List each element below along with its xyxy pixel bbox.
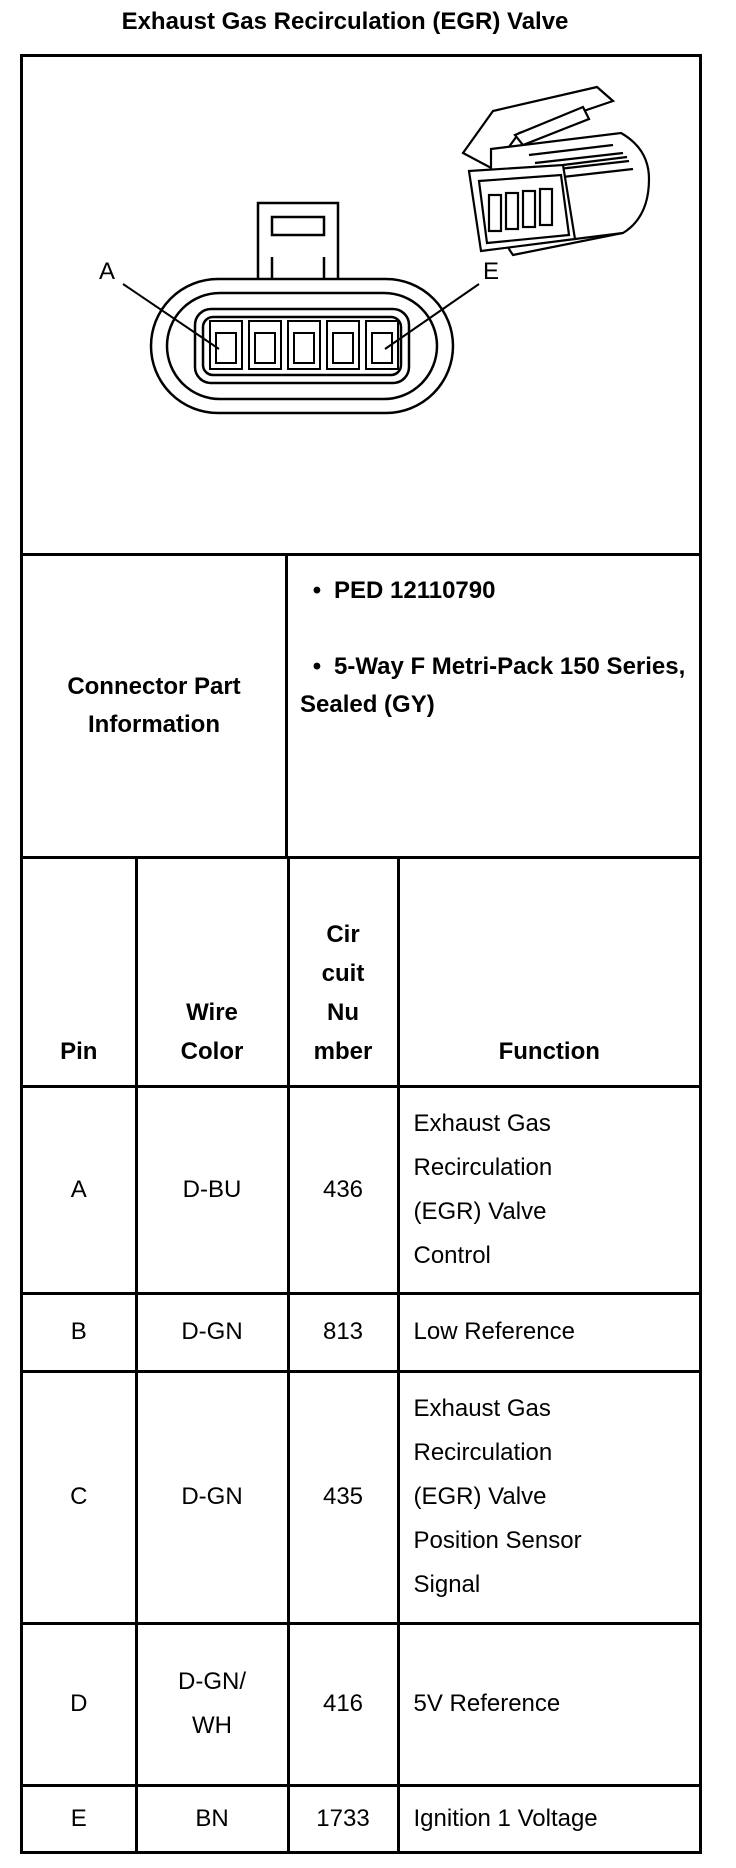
cell-wire-color: D-GN	[136, 1371, 288, 1623]
cell-function: Low Reference	[398, 1293, 699, 1371]
cell-pin: C	[23, 1371, 136, 1623]
part-description: 5-Way F Metri-Pack 150 Series, Sealed (GY)	[300, 653, 686, 718]
header-pin: Pin	[23, 859, 136, 1086]
cell-pin: A	[23, 1086, 136, 1293]
cell-function: Exhaust Gas Recirculation (EGR) Valve Control	[398, 1086, 699, 1293]
connector-part-info-list	[288, 556, 699, 856]
connector-part-info-row	[23, 556, 699, 859]
cell-circuit: 436	[288, 1086, 398, 1293]
cell-circuit: 416	[288, 1623, 398, 1785]
table-row	[23, 1086, 699, 1293]
connector-isometric-view	[463, 87, 649, 255]
table-row	[23, 1623, 699, 1785]
page-title: Exhaust Gas Recirculation (EGR) Valve	[121, 8, 569, 35]
bullet-icon: •	[312, 653, 322, 680]
cell-pin: D	[23, 1623, 136, 1785]
cell-circuit: 813	[288, 1293, 398, 1371]
cell-function: Exhaust Gas Recirculation (EGR) Valve Position Sensor Signal	[398, 1371, 699, 1623]
cell-pin: E	[23, 1785, 136, 1851]
cell-wire-color: D-GN	[136, 1293, 288, 1371]
bullet-icon: •	[312, 577, 322, 604]
part-info-item	[300, 572, 687, 610]
pin-e-label: E	[483, 258, 500, 285]
connector-diagram-cell	[23, 57, 699, 556]
cell-circuit: 435	[288, 1371, 398, 1623]
connector-part-info-label: Connector Part Information	[23, 556, 288, 856]
pin-a-label: A	[99, 258, 116, 285]
connector-face-view	[151, 203, 453, 413]
pin-table	[23, 859, 699, 1851]
cell-wire-color: BN	[136, 1785, 288, 1851]
table-row	[23, 1371, 699, 1623]
header-wire-color: Wire Color	[136, 859, 288, 1086]
cell-function: 5V Reference	[398, 1623, 699, 1785]
table-row	[23, 1293, 699, 1371]
cell-wire-color: D-GN/ WH	[136, 1623, 288, 1785]
header-function: Function	[398, 859, 699, 1086]
part-info-item	[300, 648, 687, 724]
cell-pin: B	[23, 1293, 136, 1371]
cell-circuit: 1733	[288, 1785, 398, 1851]
table-row	[23, 1785, 699, 1851]
cell-wire-color: D-BU	[136, 1086, 288, 1293]
cell-function: Ignition 1 Voltage	[398, 1785, 699, 1851]
part-number: PED 12110790	[334, 577, 496, 604]
connector-diagram	[23, 57, 699, 553]
connector-table-frame	[20, 54, 702, 1854]
table-header-row	[23, 859, 699, 1086]
header-circuit-number: Cir cuit Nu mber	[288, 859, 398, 1086]
